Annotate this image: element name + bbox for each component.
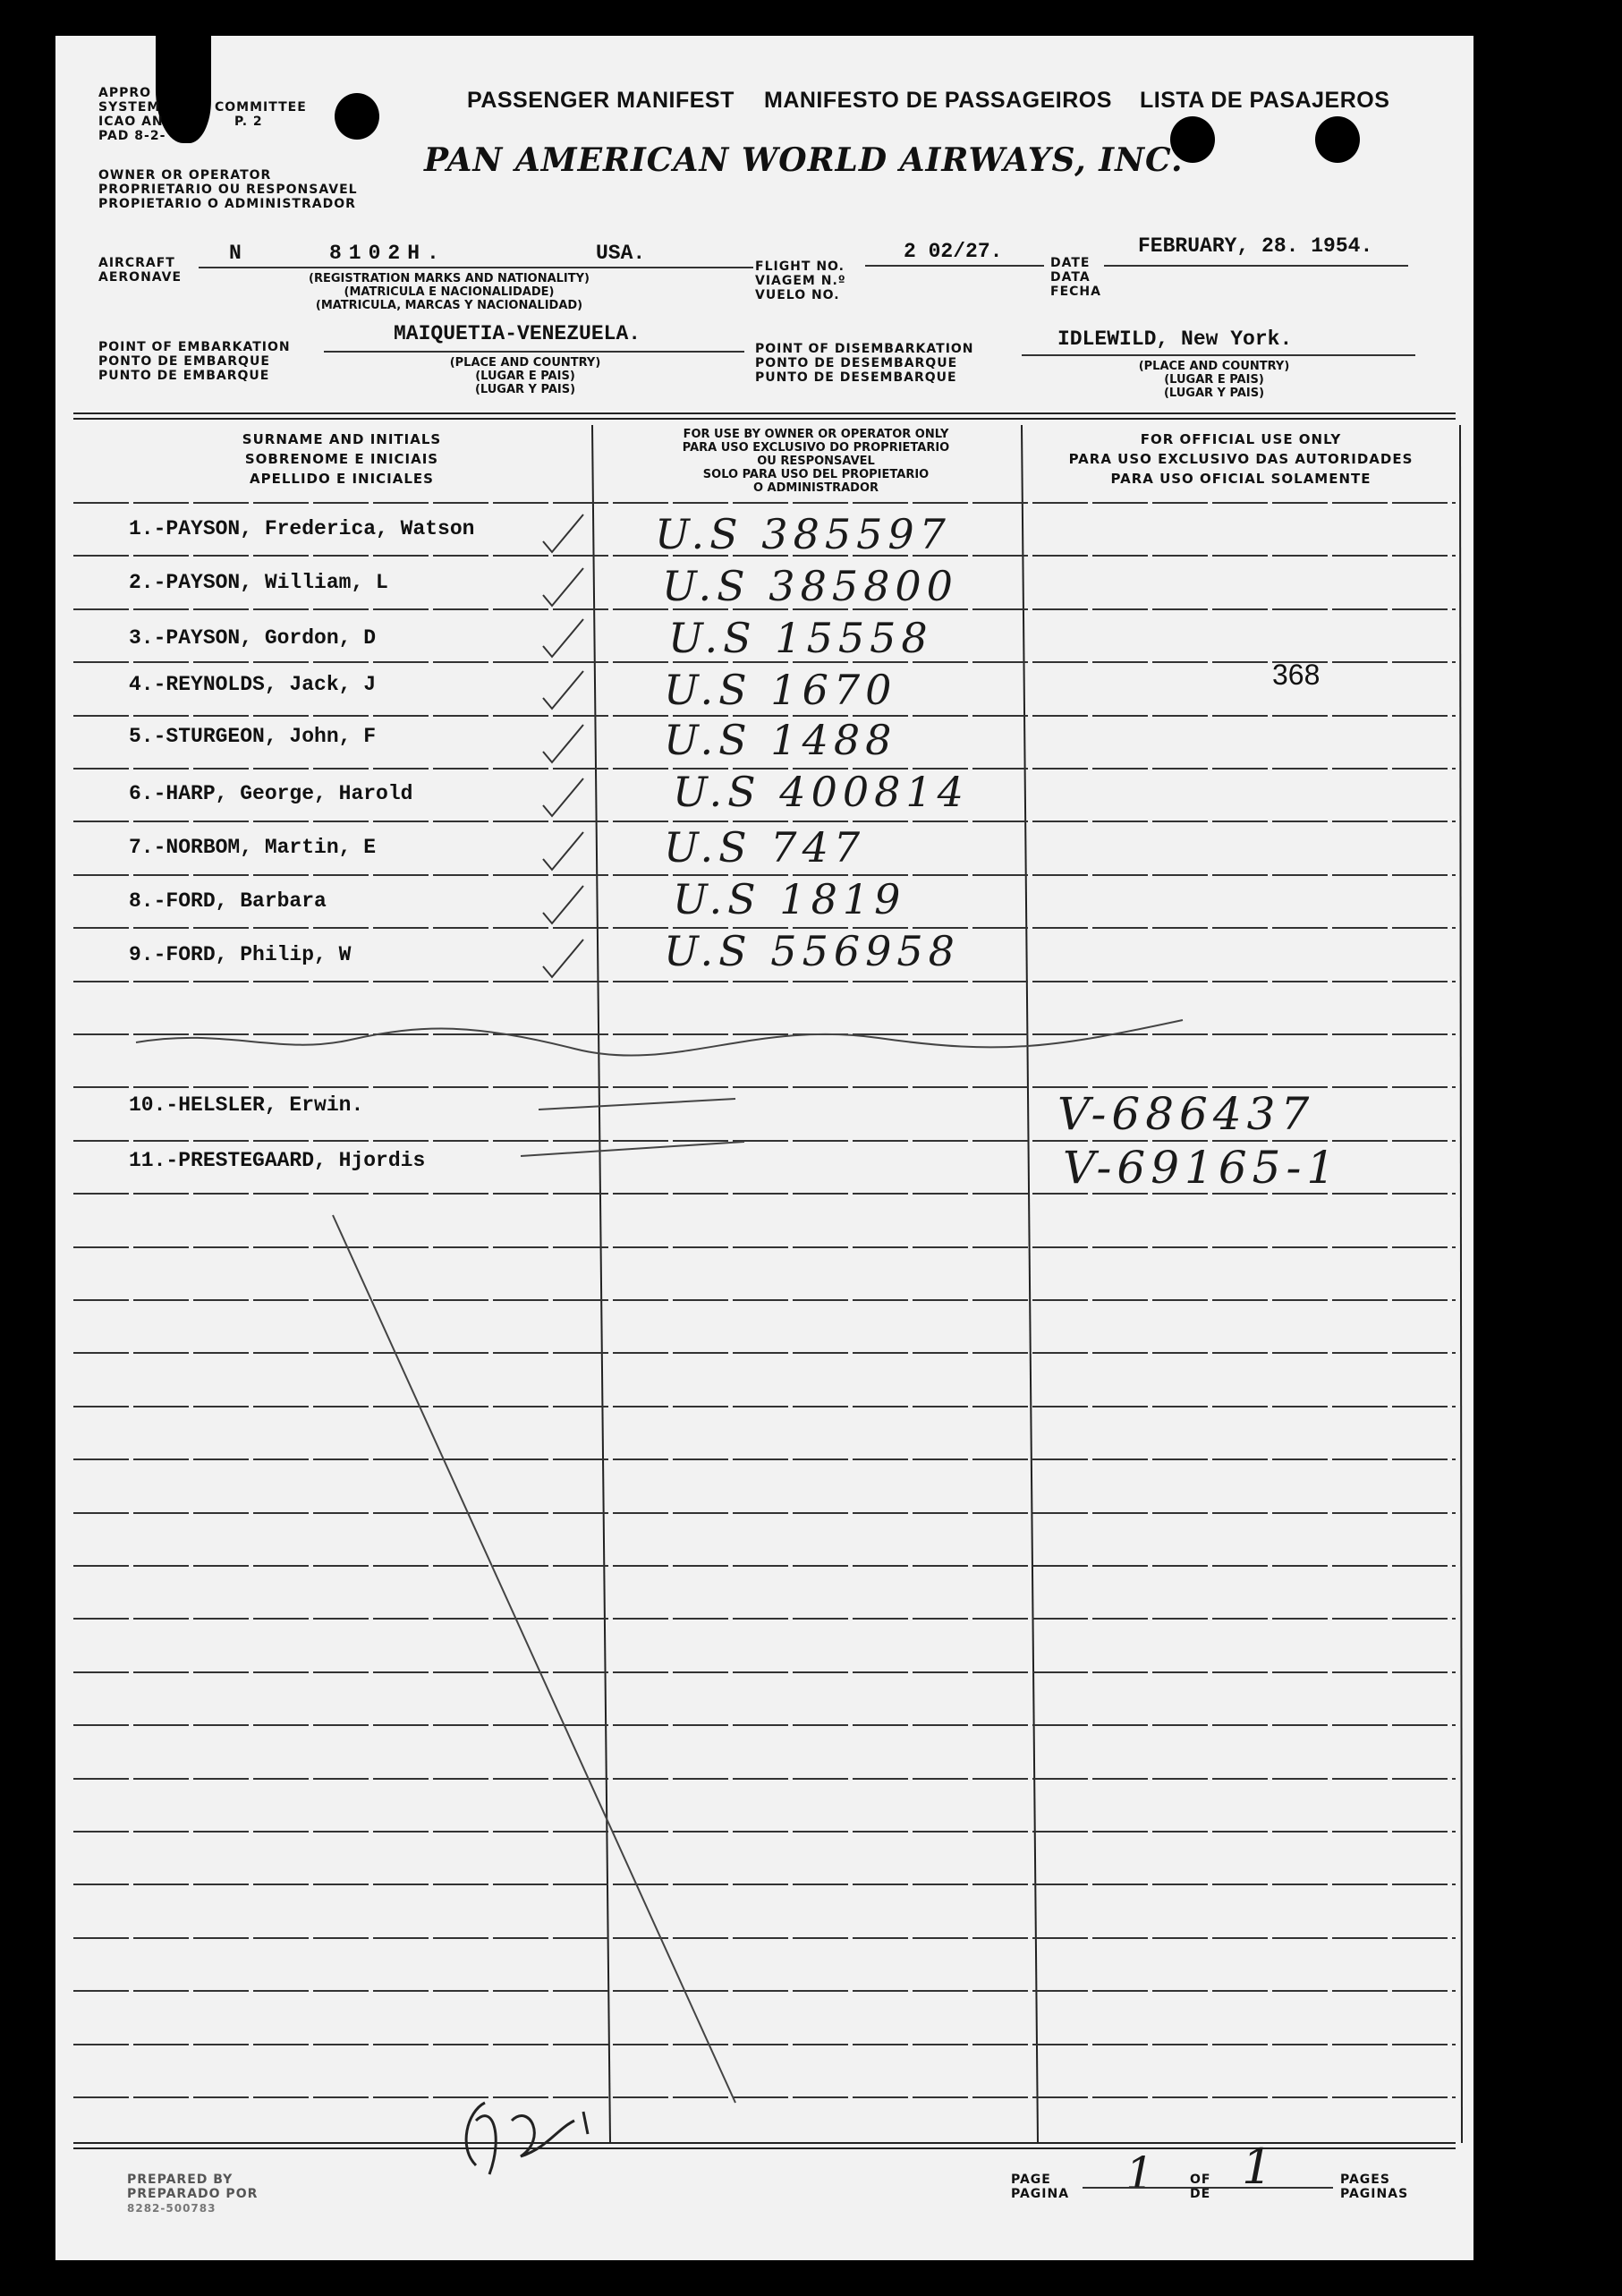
check-mark [543,778,583,816]
form-number: 8282-500783 [127,2202,217,2215]
manifest-sheet [55,36,1473,2260]
column-header-name: SURNAME AND INITIALS SOBRENOME E INICIAIS APELLIDO E INICIALES [242,431,442,487]
date-label: DATE DATA FECHA [1050,256,1101,299]
check-mark [543,886,583,923]
check-mark [543,568,583,606]
page-label: PAGE PAGINA [1011,2173,1070,2201]
page-underline [1083,2187,1333,2189]
aircraft-prefix: N [229,242,242,265]
pen-stroke-10 [539,1099,735,1110]
check-mark [543,725,583,762]
official-note: 368 [1272,659,1321,691]
passenger-name: 2.-PAYSON, William, L [129,571,388,594]
passenger-name: 6.-HARP, George, Harold [129,782,413,805]
total-pages: 1 [1242,2139,1278,2195]
aircraft-label: AIRCRAFT AERONAVE [98,256,183,285]
passenger-name: 1.-PAYSON, Frederica, Watson [129,517,475,540]
passenger-name: 8.-FORD, Barbara [129,889,327,913]
passenger-name: 3.-PAYSON, Gordon, D [129,626,377,650]
check-mark [543,514,583,552]
pages-label: PAGES PAGINAS [1340,2173,1409,2201]
flight-number: 2 02/27. [904,240,1003,263]
disembarkation-caption: (PLACE AND COUNTRY) (LUGAR E PAIS) (LUGAR Y PAIS) [1138,360,1290,400]
of-label: OF DE [1190,2173,1211,2201]
check-mark [543,940,583,977]
official-note: V-69165-1 [1063,1142,1341,1194]
date-value: FEBRUARY, 28. 1954. [1138,234,1373,258]
page-number: 1 [1125,2147,1159,2199]
owner-note: U.S 400814 [673,768,969,816]
pen-stroke-11 [521,1142,744,1156]
title-english: PASSENGER MANIFEST [467,88,735,113]
column-header-owner: FOR USE BY OWNER OR OPERATOR ONLY PARA USO EXCLUSIVO DO PROPRIETARIO OU RESPONSAVEL SOLO PARA USO DEL PROPIETARIO O ADMINISTRADOR [682,428,950,495]
prepared-by-label: PREPARED BY PREPARADO POR [127,2173,259,2201]
title-spanish: LISTA DE PASAJEROS [1140,88,1390,113]
check-mark [543,619,583,657]
form-approval-code: APPRO SYSTEM ICAO AN PAD 8-2- [98,86,166,143]
form-pp-label: P. 2 [234,115,263,129]
check-mark [543,832,583,870]
check-mark [543,671,583,709]
scribble-mark [136,1020,1183,1056]
owner-note: U.S 747 [664,823,866,872]
passenger-name: 4.-REYNOLDS, Jack, J [129,673,377,696]
disembarkation-value: IDLEWILD, New York. [1057,327,1293,351]
column-header-official: FOR OFFICIAL USE ONLY PARA USO EXCLUSIVO DAS AUTORIDADES PARA USO OFICIAL SOLAMENTE [1068,431,1414,487]
owner-operator-label: OWNER OR OPERATOR PROPRIETARIO OU RESPONSAVEL PROPIETARIO O ADMINISTRADOR [98,168,358,211]
owner-note: U.S 1670 [664,666,897,714]
owner-note: U.S 1488 [664,716,897,764]
flight-label: FLIGHT NO. VIAGEM N.º VUELO NO. [755,259,846,302]
passenger-name: 11.-PRESTEGAARD, Hjordis [129,1149,426,1172]
preparer-signature [449,2085,610,2183]
aircraft-caption: (REGISTRATION MARKS AND NATIONALITY) (MATRICULA E NACIONALIDADE) (MATRICULA, MARCAS Y NACIONALIDAD) [309,272,590,312]
disembarkation-label: POINT OF DISEMBARKATION PONTO DE DESEMBARQUE PUNTO DE DESEMBARQUE [755,342,974,385]
embarkation-label: POINT OF EMBARKATION PONTO DE EMBARQUE PUNTO DE EMBARQUE [98,340,291,383]
passenger-name: 5.-STURGEON, John, F [129,725,377,748]
embarkation-caption: (PLACE AND COUNTRY) (LUGAR E PAIS) (LUGAR Y PAIS) [449,356,601,396]
title-portuguese: MANIFESTO DE PASSAGEIROS [764,88,1112,113]
owner-note: U.S 385800 [662,562,958,610]
cross-out-stroke [333,1215,735,2103]
passenger-name: 9.-FORD, Philip, W [129,943,352,966]
official-note: V-686437 [1057,1088,1315,1140]
form-committee-label: COMMITTEE [215,100,307,115]
embarkation-value: MAIQUETIA-VENEZUELA. [394,322,641,345]
airline-name: PAN AMERICAN WORLD AIRWAYS, INC. [424,141,1184,179]
passenger-name: 7.-NORBOM, Martin, E [129,836,377,859]
owner-note: U.S 556958 [664,927,960,975]
owner-note: U.S 1819 [673,875,906,923]
owner-note: U.S 15558 [668,614,933,662]
passenger-name: 10.-HELSLER, Erwin. [129,1093,364,1117]
aircraft-nationality: USA. [596,242,646,265]
aircraft-registration: 8102H. [329,242,446,265]
owner-note: U.S 385597 [655,510,951,558]
